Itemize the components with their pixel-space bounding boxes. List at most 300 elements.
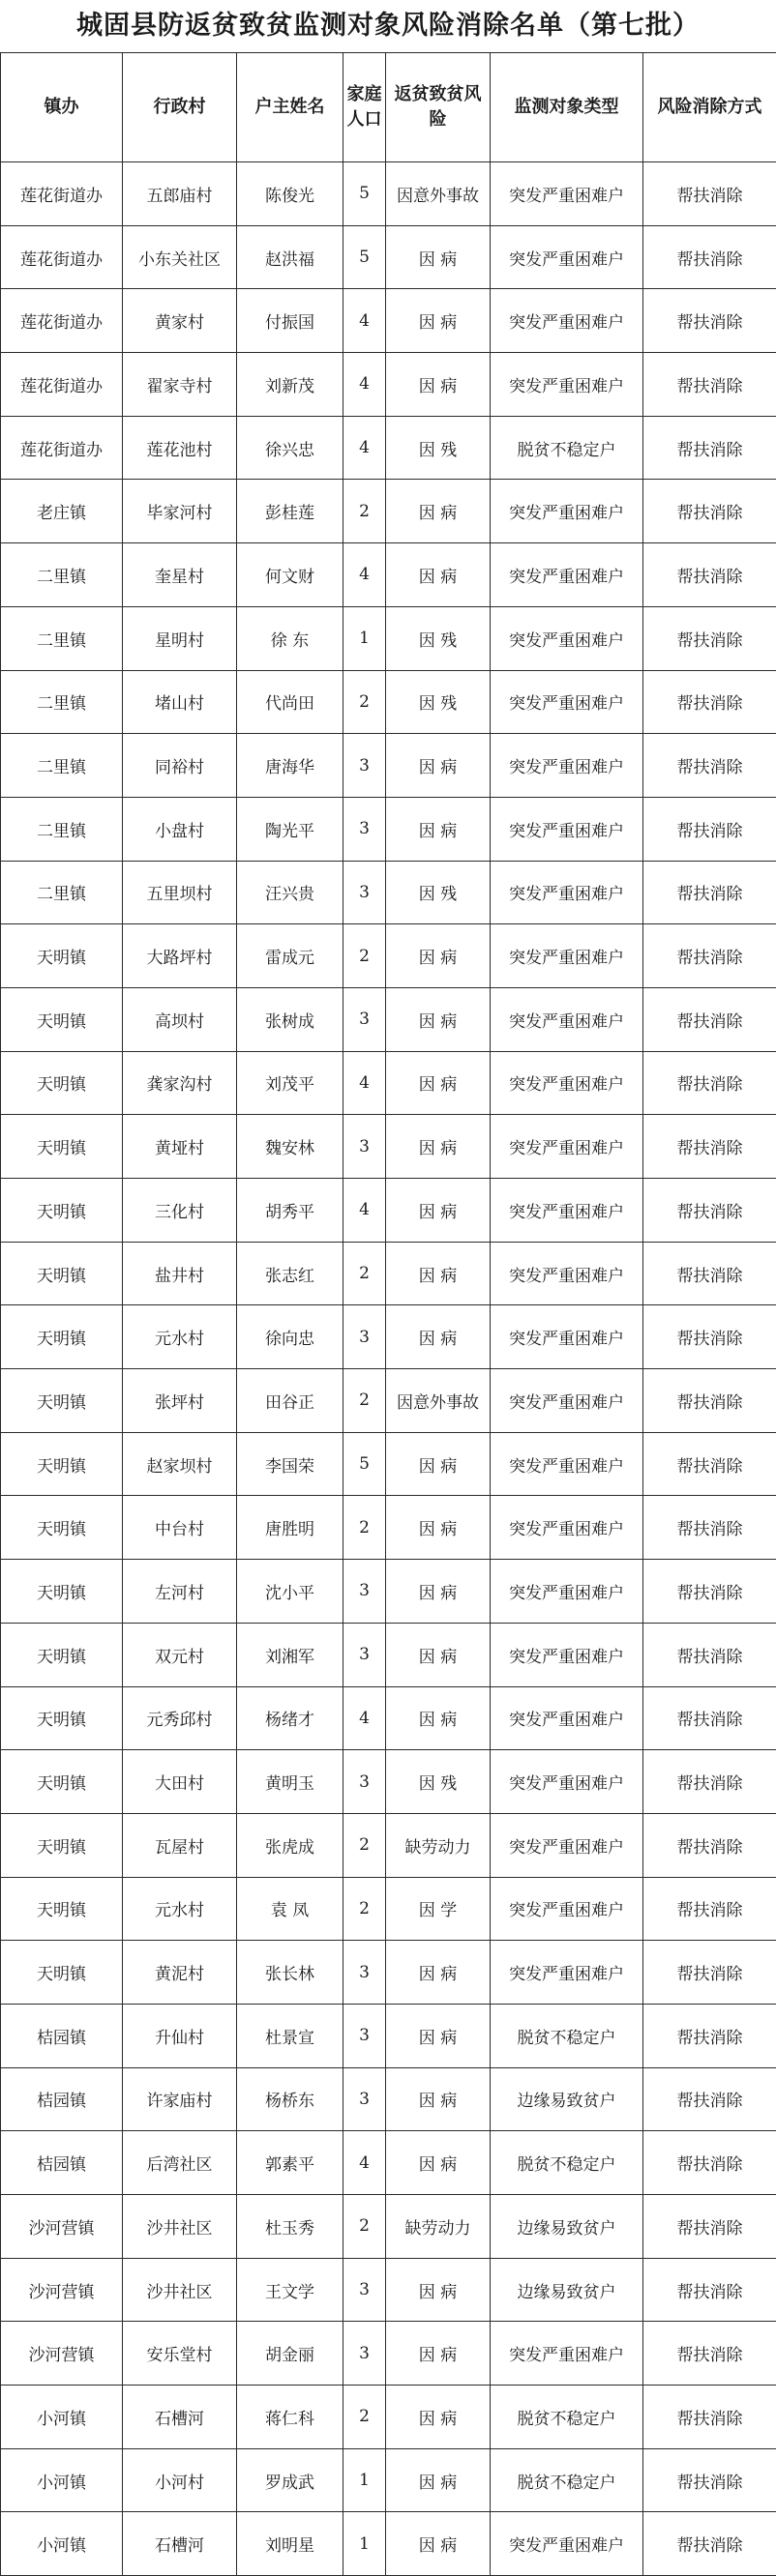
town-cell: 小河镇 (1, 2448, 123, 2512)
village-cell: 双元村 (123, 1623, 237, 1686)
village-cell: 中台村 (123, 1496, 237, 1560)
elimination-method-cell: 帮扶消除 (643, 2004, 776, 2067)
householder-cell: 付振国 (237, 289, 343, 353)
family-size-cell: 3 (343, 2067, 386, 2131)
family-size-cell: 2 (343, 2386, 386, 2449)
elimination-method-cell: 帮扶消除 (643, 987, 776, 1051)
family-size-cell: 3 (343, 1115, 386, 1179)
householder-cell: 郭素平 (237, 2131, 343, 2195)
family-size-cell: 5 (343, 1432, 386, 1496)
family-size-cell: 4 (343, 1051, 386, 1115)
object-type-cell: 突发严重困难户 (491, 1369, 643, 1433)
table-row (1, 1496, 776, 1560)
risk-cell: 因 病 (386, 1179, 491, 1243)
elimination-method-cell: 帮扶消除 (643, 289, 776, 353)
risk-cell: 因 残 (386, 670, 491, 734)
householder-cell: 张虎成 (237, 1813, 343, 1877)
town-cell: 二里镇 (1, 606, 123, 670)
object-type-cell: 突发严重困难户 (491, 670, 643, 734)
risk-cell: 因 残 (386, 861, 491, 924)
town-cell: 小河镇 (1, 2386, 123, 2449)
risk-cell: 因 病 (386, 1305, 491, 1369)
householder-cell: 李国荣 (237, 1432, 343, 1496)
family-size-cell: 1 (343, 2512, 386, 2576)
table-row (1, 2512, 776, 2576)
elimination-method-cell: 帮扶消除 (643, 1432, 776, 1496)
town-cell: 天明镇 (1, 1496, 123, 1560)
elimination-method-cell: 帮扶消除 (643, 2131, 776, 2195)
table-row (1, 416, 776, 480)
object-type-cell: 突发严重困难户 (491, 1877, 643, 1941)
town-cell: 莲花街道办 (1, 289, 123, 353)
village-cell: 黄垭村 (123, 1115, 237, 1179)
elimination-method-cell: 帮扶消除 (643, 1242, 776, 1305)
village-cell: 沙井社区 (123, 2258, 237, 2322)
family-size-cell: 3 (343, 2258, 386, 2322)
elimination-method-cell: 帮扶消除 (643, 2067, 776, 2131)
householder-cell: 张长林 (237, 1941, 343, 2005)
object-type-cell: 脱贫不稳定户 (491, 2131, 643, 2195)
elimination-method-cell: 帮扶消除 (643, 1179, 776, 1243)
family-size-cell: 3 (343, 734, 386, 798)
risk-cell: 因 残 (386, 1750, 491, 1814)
householder-cell: 唐海华 (237, 734, 343, 798)
family-size-cell: 3 (343, 1305, 386, 1369)
householder-cell: 杨绪才 (237, 1686, 343, 1750)
town-cell: 天明镇 (1, 1179, 123, 1243)
town-cell: 沙河营镇 (1, 2258, 123, 2322)
risk-cell: 因 残 (386, 416, 491, 480)
householder-cell: 刘明星 (237, 2512, 343, 2576)
family-size-cell: 1 (343, 606, 386, 670)
elimination-method-cell: 帮扶消除 (643, 797, 776, 861)
family-size-cell: 4 (343, 1686, 386, 1750)
village-cell: 小东关社区 (123, 225, 237, 289)
householder-cell: 张树成 (237, 987, 343, 1051)
elimination-method-cell: 帮扶消除 (643, 861, 776, 924)
village-cell: 元秀邱村 (123, 1686, 237, 1750)
village-cell: 黄泥村 (123, 1941, 237, 2005)
risk-cell: 因 病 (386, 797, 491, 861)
table-row (1, 1813, 776, 1877)
householder-cell: 袁 凤 (237, 1877, 343, 1941)
elimination-method-cell: 帮扶消除 (643, 1623, 776, 1686)
householder-cell: 刘新茂 (237, 353, 343, 417)
object-type-cell: 突发严重困难户 (491, 1432, 643, 1496)
risk-cell: 因 病 (386, 1623, 491, 1686)
village-cell: 张坪村 (123, 1369, 237, 1433)
town-cell: 天明镇 (1, 1623, 123, 1686)
risk-cell: 因 病 (386, 2131, 491, 2195)
village-cell: 同裕村 (123, 734, 237, 798)
town-cell: 老庄镇 (1, 480, 123, 543)
object-type-cell: 突发严重困难户 (491, 1179, 643, 1243)
elimination-method-cell: 帮扶消除 (643, 924, 776, 988)
town-cell: 小河镇 (1, 2512, 123, 2576)
object-type-cell: 突发严重困难户 (491, 606, 643, 670)
town-cell: 二里镇 (1, 797, 123, 861)
family-size-cell: 4 (343, 2131, 386, 2195)
object-type-cell: 突发严重困难户 (491, 2322, 643, 2386)
householder-cell: 田谷正 (237, 1369, 343, 1433)
table-row (1, 162, 776, 226)
town-cell: 天明镇 (1, 1750, 123, 1814)
risk-cell: 因 病 (386, 734, 491, 798)
family-size-cell: 4 (343, 543, 386, 607)
householder-cell: 杜景宣 (237, 2004, 343, 2067)
family-size-cell: 3 (343, 1560, 386, 1624)
risk-cell: 因 病 (386, 225, 491, 289)
risk-cell: 缺劳动力 (386, 2195, 491, 2259)
village-cell: 高坝村 (123, 987, 237, 1051)
family-size-cell: 2 (343, 480, 386, 543)
village-cell: 星明村 (123, 606, 237, 670)
table-row (1, 289, 776, 353)
table-row (1, 987, 776, 1051)
town-cell: 沙河营镇 (1, 2322, 123, 2386)
object-type-cell: 突发严重困难户 (491, 1496, 643, 1560)
town-cell: 桔园镇 (1, 2004, 123, 2067)
family-size-cell: 5 (343, 162, 386, 226)
householder-cell: 唐胜明 (237, 1496, 343, 1560)
object-type-cell: 突发严重困难户 (491, 1686, 643, 1750)
elimination-method-cell: 帮扶消除 (643, 416, 776, 480)
town-cell: 天明镇 (1, 1560, 123, 1624)
risk-cell: 因 病 (386, 1686, 491, 1750)
table-row (1, 1750, 776, 1814)
object-type-cell: 突发严重困难户 (491, 162, 643, 226)
householder-cell: 刘茂平 (237, 1051, 343, 1115)
risk-cell: 因 病 (386, 1051, 491, 1115)
village-cell: 赵家坝村 (123, 1432, 237, 1496)
object-type-cell: 脱贫不稳定户 (491, 2448, 643, 2512)
householder-cell: 王文学 (237, 2258, 343, 2322)
header-object-type: 监测对象类型 (491, 53, 643, 162)
householder-cell: 刘湘军 (237, 1623, 343, 1686)
elimination-method-cell: 帮扶消除 (643, 2258, 776, 2322)
risk-cell: 缺劳动力 (386, 1813, 491, 1877)
town-cell: 桔园镇 (1, 2067, 123, 2131)
elimination-method-cell: 帮扶消除 (643, 606, 776, 670)
town-cell: 天明镇 (1, 1115, 123, 1179)
header-family-size: 家庭人口 (343, 53, 386, 162)
risk-cell: 因 病 (386, 1496, 491, 1560)
object-type-cell: 突发严重困难户 (491, 1941, 643, 2005)
elimination-method-cell: 帮扶消除 (643, 1369, 776, 1433)
table-row (1, 2195, 776, 2259)
village-cell: 翟家寺村 (123, 353, 237, 417)
table-row (1, 353, 776, 417)
risk-cell: 因 病 (386, 2322, 491, 2386)
family-size-cell: 4 (343, 353, 386, 417)
town-cell: 二里镇 (1, 670, 123, 734)
header-town: 镇办 (1, 53, 123, 162)
village-cell: 后湾社区 (123, 2131, 237, 2195)
householder-cell: 杨桥东 (237, 2067, 343, 2131)
village-cell: 安乐堂村 (123, 2322, 237, 2386)
town-cell: 二里镇 (1, 543, 123, 607)
table-row (1, 1560, 776, 1624)
table-row (1, 1877, 776, 1941)
householder-cell: 魏安林 (237, 1115, 343, 1179)
town-cell: 二里镇 (1, 734, 123, 798)
header-village: 行政村 (123, 53, 237, 162)
householder-cell: 彭桂莲 (237, 480, 343, 543)
elimination-method-cell: 帮扶消除 (643, 670, 776, 734)
family-size-cell: 4 (343, 416, 386, 480)
householder-cell: 胡秀平 (237, 1179, 343, 1243)
family-size-cell: 4 (343, 289, 386, 353)
town-cell: 天明镇 (1, 1242, 123, 1305)
object-type-cell: 突发严重困难户 (491, 1051, 643, 1115)
table-row (1, 861, 776, 924)
elimination-method-cell: 帮扶消除 (643, 1051, 776, 1115)
town-cell: 沙河营镇 (1, 2195, 123, 2259)
object-type-cell: 突发严重困难户 (491, 225, 643, 289)
object-type-cell: 脱贫不稳定户 (491, 2386, 643, 2449)
object-type-cell: 突发严重困难户 (491, 1115, 643, 1179)
elimination-method-cell: 帮扶消除 (643, 225, 776, 289)
object-type-cell: 脱贫不稳定户 (491, 416, 643, 480)
village-cell: 奎星村 (123, 543, 237, 607)
object-type-cell: 突发严重困难户 (491, 1750, 643, 1814)
table-row (1, 225, 776, 289)
town-cell: 天明镇 (1, 1432, 123, 1496)
table-row (1, 1432, 776, 1496)
householder-cell: 徐兴忠 (237, 416, 343, 480)
elimination-method-cell: 帮扶消除 (643, 1877, 776, 1941)
object-type-cell: 突发严重困难户 (491, 289, 643, 353)
object-type-cell: 突发严重困难户 (491, 543, 643, 607)
elimination-method-cell: 帮扶消除 (643, 2322, 776, 2386)
table-row (1, 1051, 776, 1115)
village-cell: 小盘村 (123, 797, 237, 861)
elimination-method-cell: 帮扶消除 (643, 1496, 776, 1560)
elimination-method-cell: 帮扶消除 (643, 543, 776, 607)
risk-cell: 因 病 (386, 987, 491, 1051)
risk-cell: 因 病 (386, 2067, 491, 2131)
town-cell: 天明镇 (1, 1941, 123, 2005)
elimination-method-cell: 帮扶消除 (643, 1750, 776, 1814)
table-header-row (1, 53, 776, 162)
town-cell: 天明镇 (1, 1877, 123, 1941)
family-size-cell: 2 (343, 1242, 386, 1305)
elimination-method-cell: 帮扶消除 (643, 162, 776, 226)
village-cell: 瓦屋村 (123, 1813, 237, 1877)
householder-cell: 徐 东 (237, 606, 343, 670)
village-cell: 大田村 (123, 1750, 237, 1814)
town-cell: 莲花街道办 (1, 416, 123, 480)
family-size-cell: 3 (343, 987, 386, 1051)
elimination-method-cell: 帮扶消除 (643, 1305, 776, 1369)
householder-cell: 陈俊光 (237, 162, 343, 226)
town-cell: 天明镇 (1, 1686, 123, 1750)
family-size-cell: 5 (343, 225, 386, 289)
family-size-cell: 3 (343, 2004, 386, 2067)
risk-cell: 因 病 (386, 924, 491, 988)
table-row (1, 1941, 776, 2005)
householder-cell: 胡金丽 (237, 2322, 343, 2386)
elimination-method-cell: 帮扶消除 (643, 480, 776, 543)
family-size-cell: 4 (343, 1179, 386, 1243)
risk-cell: 因 病 (386, 289, 491, 353)
householder-cell: 代尚田 (237, 670, 343, 734)
table-row (1, 2067, 776, 2131)
risk-cell: 因 病 (386, 543, 491, 607)
family-size-cell: 3 (343, 797, 386, 861)
table-row (1, 2386, 776, 2449)
town-cell: 天明镇 (1, 1369, 123, 1433)
object-type-cell: 突发严重困难户 (491, 480, 643, 543)
householder-cell: 汪兴贵 (237, 861, 343, 924)
householder-cell: 徐向忠 (237, 1305, 343, 1369)
risk-cell: 因意外事故 (386, 1369, 491, 1433)
householder-cell: 杜玉秀 (237, 2195, 343, 2259)
header-elimination-method: 风险消除方式 (643, 53, 776, 162)
village-cell: 五郎庙村 (123, 162, 237, 226)
householder-cell: 雷成元 (237, 924, 343, 988)
householder-cell: 蒋仁科 (237, 2386, 343, 2449)
village-cell: 升仙村 (123, 2004, 237, 2067)
risk-cell: 因 病 (386, 480, 491, 543)
village-cell: 石槽河 (123, 2386, 237, 2449)
village-cell: 盐井村 (123, 1242, 237, 1305)
risk-cell: 因意外事故 (386, 162, 491, 226)
family-size-cell: 1 (343, 2448, 386, 2512)
householder-cell: 沈小平 (237, 1560, 343, 1624)
family-size-cell: 3 (343, 1623, 386, 1686)
family-size-cell: 3 (343, 861, 386, 924)
risk-cell: 因 病 (386, 1115, 491, 1179)
table-row (1, 480, 776, 543)
object-type-cell: 突发严重困难户 (491, 734, 643, 798)
object-type-cell: 突发严重困难户 (491, 1305, 643, 1369)
village-cell: 左河村 (123, 1560, 237, 1624)
elimination-method-cell: 帮扶消除 (643, 353, 776, 417)
risk-cell: 因 病 (386, 1242, 491, 1305)
table-row (1, 924, 776, 988)
elimination-method-cell: 帮扶消除 (643, 1115, 776, 1179)
risk-cell: 因 病 (386, 1432, 491, 1496)
town-cell: 天明镇 (1, 1305, 123, 1369)
family-size-cell: 2 (343, 924, 386, 988)
table-row (1, 1115, 776, 1179)
family-size-cell: 3 (343, 1750, 386, 1814)
elimination-method-cell: 帮扶消除 (643, 2195, 776, 2259)
object-type-cell: 突发严重困难户 (491, 353, 643, 417)
village-cell: 元水村 (123, 1877, 237, 1941)
elimination-method-cell: 帮扶消除 (643, 2448, 776, 2512)
householder-cell: 陶光平 (237, 797, 343, 861)
elimination-method-cell: 帮扶消除 (643, 734, 776, 798)
family-size-cell: 2 (343, 1496, 386, 1560)
object-type-cell: 脱贫不稳定户 (491, 2004, 643, 2067)
town-cell: 莲花街道办 (1, 225, 123, 289)
table-row (1, 670, 776, 734)
village-cell: 小河村 (123, 2448, 237, 2512)
object-type-cell: 突发严重困难户 (491, 1813, 643, 1877)
family-size-cell: 2 (343, 1369, 386, 1433)
table-row (1, 734, 776, 798)
householder-cell: 何文财 (237, 543, 343, 607)
table-row (1, 797, 776, 861)
elimination-method-cell: 帮扶消除 (643, 1813, 776, 1877)
householder-cell: 黄明玉 (237, 1750, 343, 1814)
table-row (1, 1305, 776, 1369)
elimination-method-cell: 帮扶消除 (643, 2512, 776, 2576)
elimination-method-cell: 帮扶消除 (643, 1686, 776, 1750)
village-cell: 元水村 (123, 1305, 237, 1369)
table-row (1, 1623, 776, 1686)
table-row (1, 2131, 776, 2195)
table-row (1, 2448, 776, 2512)
object-type-cell: 突发严重困难户 (491, 1560, 643, 1624)
document-title: 城固县防返贫致贫监测对象风险消除名单（第七批） (0, 0, 776, 52)
table-row (1, 1369, 776, 1433)
village-cell: 沙井社区 (123, 2195, 237, 2259)
town-cell: 桔园镇 (1, 2131, 123, 2195)
risk-cell: 因 病 (386, 2448, 491, 2512)
object-type-cell: 突发严重困难户 (491, 1623, 643, 1686)
village-cell: 大路坪村 (123, 924, 237, 988)
table-row (1, 543, 776, 607)
family-size-cell: 2 (343, 1877, 386, 1941)
family-size-cell: 2 (343, 2195, 386, 2259)
town-cell: 天明镇 (1, 1051, 123, 1115)
family-size-cell: 3 (343, 1941, 386, 2005)
town-cell: 天明镇 (1, 924, 123, 988)
risk-cell: 因 病 (386, 1560, 491, 1624)
object-type-cell: 边缘易致贫户 (491, 2067, 643, 2131)
village-cell: 五里坝村 (123, 861, 237, 924)
village-cell: 堵山村 (123, 670, 237, 734)
elimination-method-cell: 帮扶消除 (643, 1560, 776, 1624)
risk-cell: 因 学 (386, 1877, 491, 1941)
risk-cell: 因 病 (386, 1941, 491, 2005)
object-type-cell: 边缘易致贫户 (491, 2195, 643, 2259)
householder-cell: 赵洪福 (237, 225, 343, 289)
risk-cell: 因 病 (386, 2512, 491, 2576)
object-type-cell: 突发严重困难户 (491, 987, 643, 1051)
object-type-cell: 突发严重困难户 (491, 2512, 643, 2576)
elimination-method-cell: 帮扶消除 (643, 1941, 776, 2005)
village-cell: 莲花池村 (123, 416, 237, 480)
village-cell: 三化村 (123, 1179, 237, 1243)
header-householder: 户主姓名 (237, 53, 343, 162)
risk-cell: 因 病 (386, 2258, 491, 2322)
village-cell: 龚家沟村 (123, 1051, 237, 1115)
family-size-cell: 2 (343, 1813, 386, 1877)
family-size-cell: 2 (343, 670, 386, 734)
object-type-cell: 突发严重困难户 (491, 797, 643, 861)
town-cell: 莲花街道办 (1, 353, 123, 417)
village-cell: 毕家河村 (123, 480, 237, 543)
risk-cell: 因 病 (386, 353, 491, 417)
risk-cell: 因 病 (386, 2004, 491, 2067)
object-type-cell: 突发严重困难户 (491, 924, 643, 988)
village-cell: 黄家村 (123, 289, 237, 353)
risk-cell: 因 病 (386, 2386, 491, 2449)
monitoring-list-table (0, 52, 776, 2576)
object-type-cell: 边缘易致贫户 (491, 2258, 643, 2322)
table-row (1, 1179, 776, 1243)
town-cell: 天明镇 (1, 1813, 123, 1877)
header-risk: 返贫致贫风险 (386, 53, 491, 162)
table-row (1, 2004, 776, 2067)
family-size-cell: 3 (343, 2322, 386, 2386)
village-cell: 石槽河 (123, 2512, 237, 2576)
town-cell: 二里镇 (1, 861, 123, 924)
